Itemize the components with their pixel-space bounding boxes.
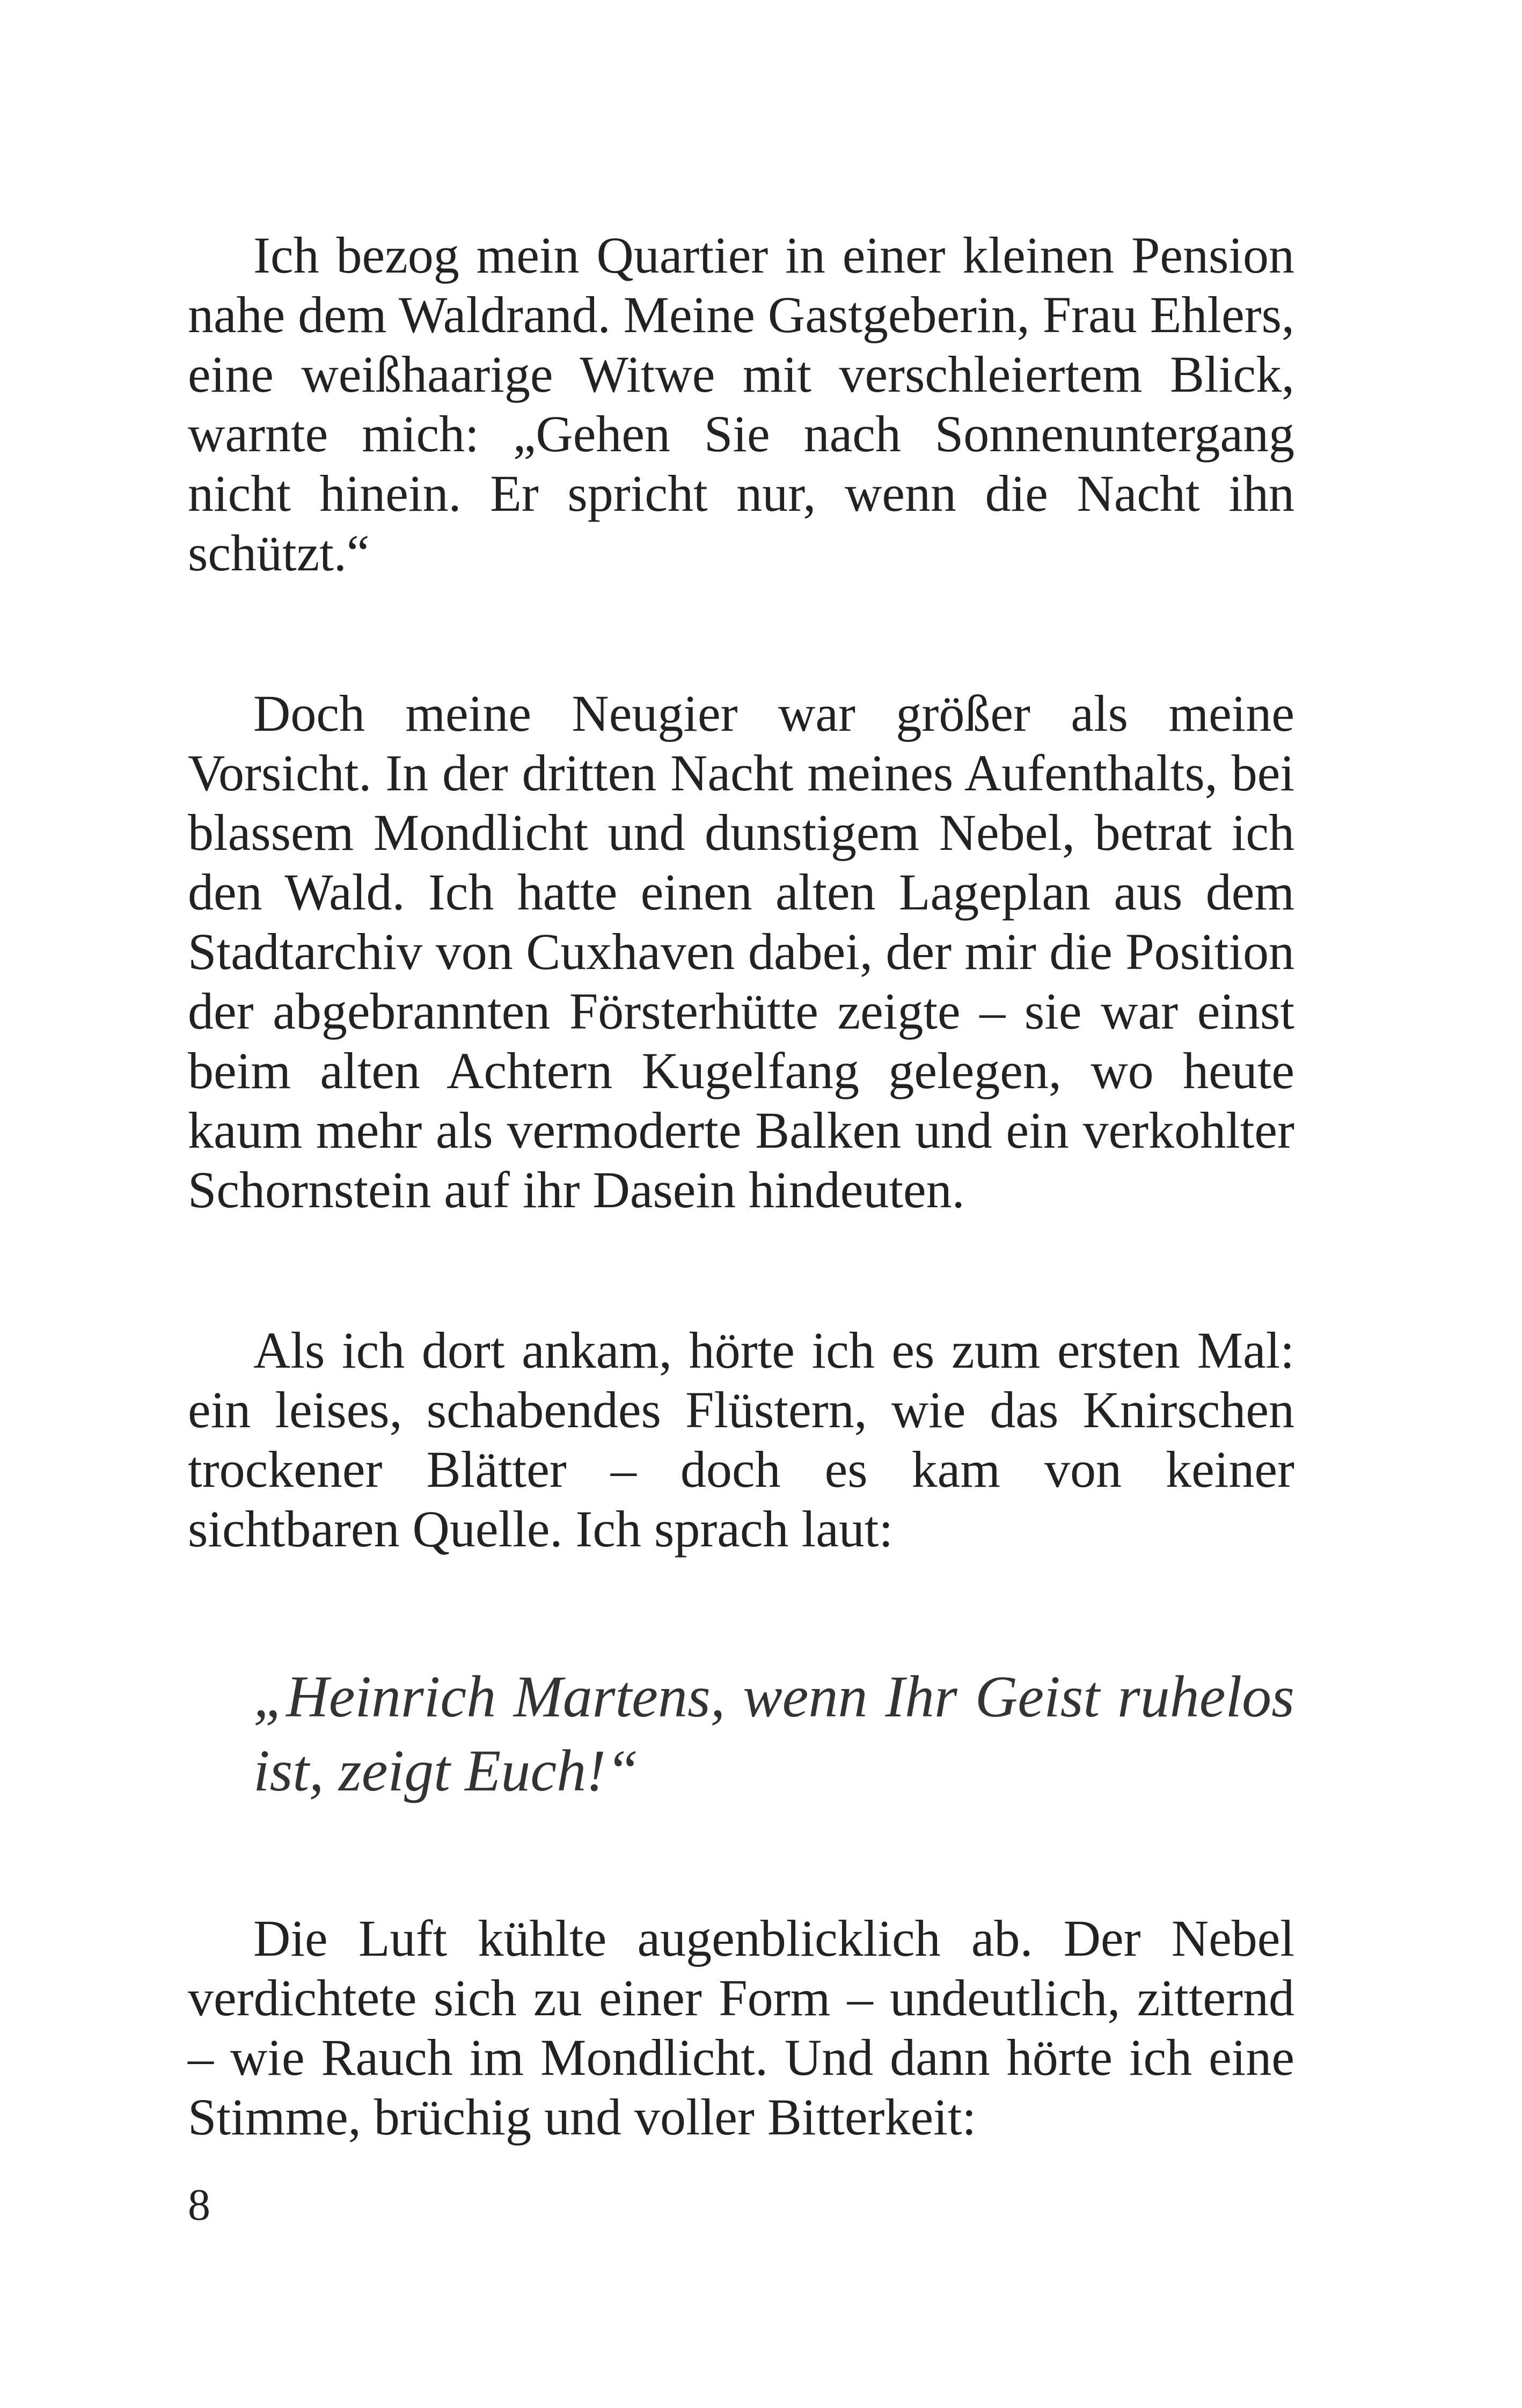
paragraph-whisper: Als ich dort ankam, hörte ich es zum ersten Mal: ein leises, schabendes Flüstern, wie das Knirschen trockener Blätter – doch es kam von keiner sichtbaren Quelle. Ich sprach laut: <box>188 1322 1294 1558</box>
paragraph-forest-visit: Doch meine Neugier war größer als meine Vorsicht. In der dritten Nacht meines Aufenthalts, bei blassem Mondlicht und dunstigem Nebel, betrat ich den Wald. Ich hatte einen alten Lageplan aus dem Stadtarchiv von Cuxhaven dabei, der mir die Position der abgebrannten Försterhütte zeigte – sie war einst beim alten Achtern Kugelfang gelegen, wo heute kaum mehr als vermoderte Balken und ein verkohlter Schornstein auf ihr Dasein hindeuten. <box>188 685 1294 1218</box>
paragraph-apparition: Die Luft kühlte augenblicklich ab. Der Nebel verdichtete sich zu einer Form – undeutlich, zitternd – wie Rauch im Mondlicht. Und dann hörte ich eine Stimme, brüchig und voller Bitterkeit: <box>188 1910 1294 2146</box>
page-body <box>188 225 1294 2157</box>
paragraph-pension: Ich bezog mein Quartier in einer kleinen Pension nahe dem Waldrand. Meine Gastgeberin, Frau Ehlers, eine weißhaarige Witwe mit verschleiertem Blick, warnte mich: „Gehen Sie nach Sonnenuntergang nicht hinein. Er spricht nur, wenn die Nacht ihn schützt.“ <box>188 226 1294 582</box>
quote-invocation: „Heinrich Martens, wenn Ihr Geist ruhelos ist, zeigt Euch!“ <box>253 1664 1294 1803</box>
page-number: 8 <box>188 2180 210 2230</box>
